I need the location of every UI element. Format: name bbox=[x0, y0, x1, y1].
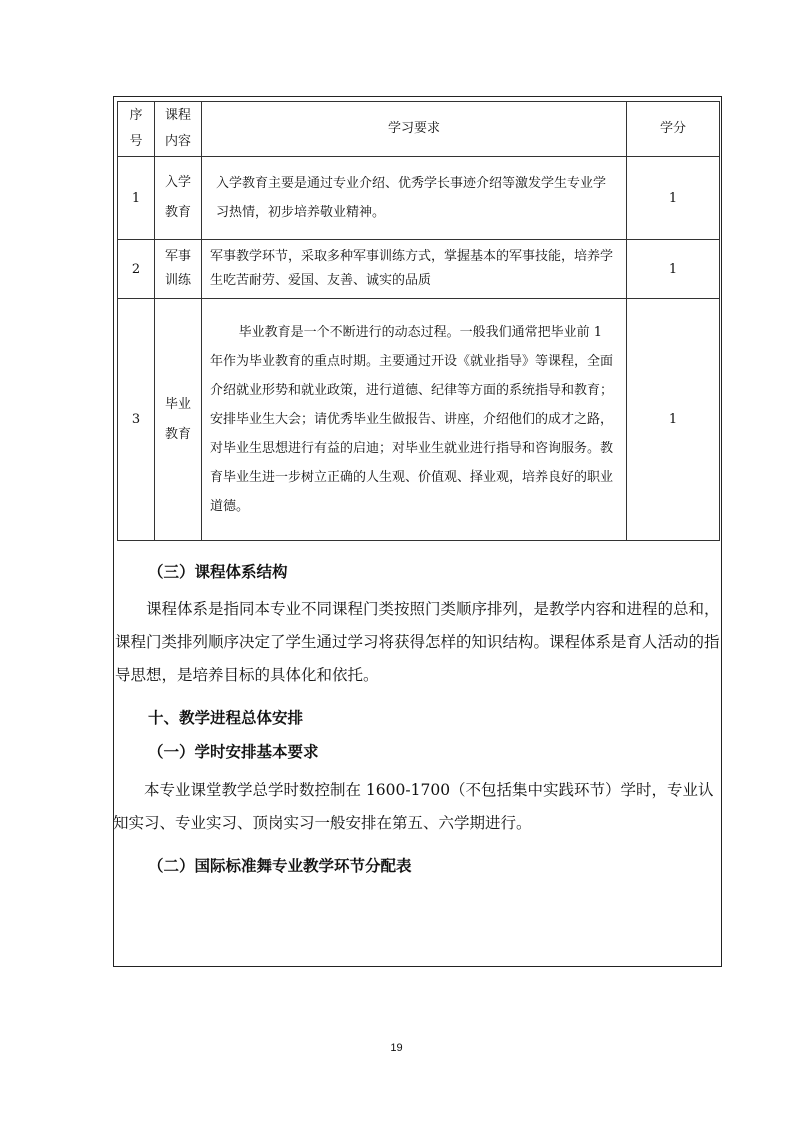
row-course bbox=[155, 240, 202, 299]
table-header-row bbox=[118, 102, 720, 157]
row-credit: 1 bbox=[627, 240, 720, 299]
table-row bbox=[118, 157, 720, 240]
subsection-heading-hours: （一）学时安排基本要求 bbox=[148, 743, 319, 761]
row-course-line: 训练 bbox=[164, 273, 191, 288]
curriculum-table bbox=[117, 101, 720, 541]
header-course-line: 内容 bbox=[164, 134, 191, 149]
row-requirement: 入学教育主要是通过专业介绍、优秀学长事迹介绍等激发学生专业学习热情，初步培养敬业精神。 bbox=[202, 157, 627, 240]
table-row bbox=[118, 240, 720, 299]
header-course bbox=[155, 102, 202, 157]
row-requirement: 军事教学环节，采取多种军事训练方式，掌握基本的军事技能，培养学生吃苦耐劳、爱国、友善、诚实的品质 bbox=[202, 240, 627, 299]
header-no-line: 序 bbox=[129, 108, 143, 123]
row-course bbox=[155, 157, 202, 240]
row-credit: 1 bbox=[627, 157, 720, 240]
row-credit: 1 bbox=[627, 299, 720, 541]
row-number: 3 bbox=[118, 299, 155, 541]
page-number: 19 bbox=[390, 1042, 403, 1054]
row-course-line: 入学 bbox=[164, 175, 191, 190]
header-requirement: 学习要求 bbox=[202, 102, 627, 157]
section-heading-teaching-schedule: 十、教学进程总体安排 bbox=[148, 709, 304, 727]
header-no-line: 号 bbox=[129, 134, 143, 149]
row-course-line: 教育 bbox=[164, 205, 191, 220]
row-course-line: 教育 bbox=[164, 426, 191, 442]
table-row bbox=[118, 299, 720, 541]
subsection-body-hours: 本专业课堂教学总学时数控制在 1600-1700（不包括集中实践环节）学时，专业认知实习、专业实习、顶岗实习一般安排在第五、六学期进行。 bbox=[113, 781, 714, 832]
row-number: 2 bbox=[118, 240, 155, 299]
header-no bbox=[118, 102, 155, 157]
section-body-course-structure: 课程体系是指同本专业不同课程门类按照门类顺序排列，是教学内容和进程的总和，课程门类排列顺序决定了学生通过学习将获得怎样的知识结构。课程体系是育人活动的指导思想，是培养目标的具体化和依托。 bbox=[115, 600, 720, 684]
header-course-line: 课程 bbox=[164, 108, 191, 123]
row-requirement: 毕业教育是一个不断进行的动态过程。一般我们通常把毕业前 1 年作为毕业教育的重点时期。主要通过开设《就业指导》等课程，全面介绍就业形势和就业政策，进行道德、纪律等方面的系统指导和教育；安排毕业生大会；请优秀毕业生做报告、讲座，介绍他们的成才之路，对毕业生思想进行有益的启迪；对毕业生就业进行指导和咨询服务。教育毕业生进一步树立正确的人生观、价值观、择业观，培养良好的职业道德。 bbox=[202, 299, 627, 541]
row-number: 1 bbox=[118, 157, 155, 240]
section-heading-course-structure: （三）课程体系结构 bbox=[148, 563, 288, 581]
row-course bbox=[155, 299, 202, 541]
header-credit: 学分 bbox=[627, 102, 720, 157]
subsection-heading-allocation-table: （二）国际标准舞专业教学环节分配表 bbox=[148, 857, 412, 875]
row-course-line: 军事 bbox=[164, 249, 191, 264]
row-course-line: 毕业 bbox=[164, 396, 191, 412]
